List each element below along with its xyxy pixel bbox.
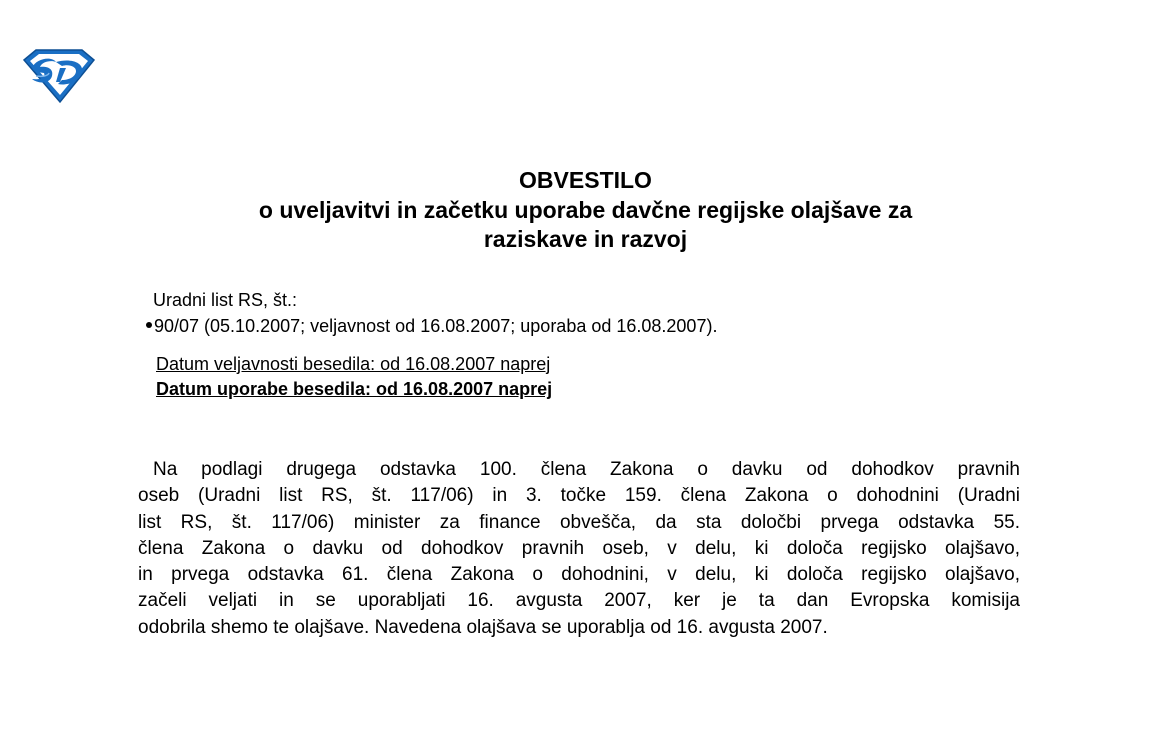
title-heading: OBVESTILO bbox=[519, 167, 652, 193]
application-date: Datum uporabe besedila: od 16.08.2007 naprej bbox=[156, 379, 553, 399]
body-line: člena Zakona o davku od dohodkov pravnih oseb, v delu, ki določa regijsko olajšavo, bbox=[138, 537, 1020, 559]
body-line: Na podlagi drugega odstavka 100. člena Zakona o davku od dohodkov pravnih bbox=[153, 459, 1020, 480]
title-subheading-line1: o uveljavitvi in začetku uporabe davčne regijske olajšave za bbox=[258, 196, 913, 223]
dates-block bbox=[156, 352, 552, 402]
body-paragraph bbox=[138, 457, 1020, 641]
document-title bbox=[0, 166, 1157, 255]
gazette-reference bbox=[153, 287, 724, 339]
body-line: in prvega odstavka 61. člena Zakona o dohodnini, v delu, ki določa regijsko olajšavo, bbox=[138, 564, 1020, 586]
gazette-label: Uradni list RS, št.: bbox=[153, 290, 298, 310]
logo-icon bbox=[22, 46, 96, 104]
body-line: odobrila shemo te olajšave. Navedena olajšava se uporablja od 16. avgusta 2007. bbox=[138, 616, 828, 638]
body-line: začeli veljati in se uporabljati 16. avgusta 2007, ker je ta dan Evropska komisija bbox=[138, 590, 1020, 612]
body-line: list RS, št. 117/06) minister za finance obvešča, da sta določbi prvega odstavka 55. bbox=[138, 511, 1020, 533]
body-line: oseb (Uradni list RS, št. 117/06) in 3. točke 159. člena Zakona o dohodnini (Uradni bbox=[138, 485, 1020, 507]
gazette-item-text: 90/07 (05.10.2007; veljavnost od 16.08.2007; uporaba od 16.08.2007). bbox=[154, 316, 718, 336]
title-subheading-line2: raziskave in razvoj bbox=[483, 226, 688, 252]
bullet-icon bbox=[146, 322, 152, 328]
gazette-item bbox=[146, 313, 717, 339]
validity-date: Datum veljavnosti besedila: od 16.08.2007 naprej bbox=[156, 354, 551, 374]
